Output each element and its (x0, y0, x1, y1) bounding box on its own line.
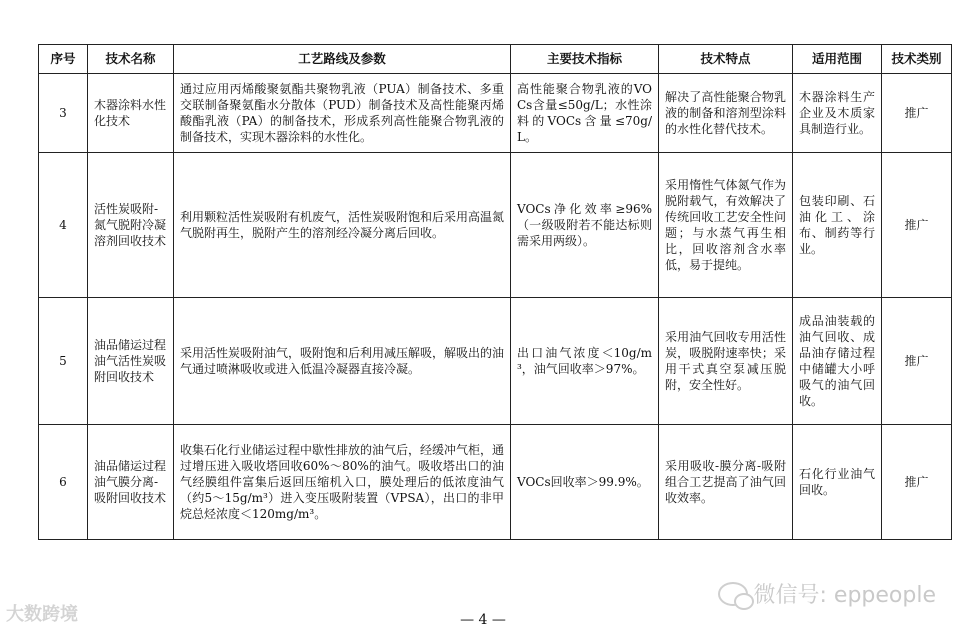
cell-scope: 成品油装载的油气回收、成品油存储过程中储罐大小呼吸气的油气回收。 (793, 298, 882, 425)
table-row (39, 74, 952, 153)
cell-no: 6 (39, 425, 88, 540)
cell-feature: 采用惰性气体氮气作为脱附载气，有效解决了传统回收工艺安全性问题；与水蒸气再生相比，回收溶剂含水率低，易于提纯。 (659, 153, 793, 298)
wechat-icon (718, 582, 748, 606)
cell-name: 油品储运过程油气活性炭吸附回收技术 (88, 298, 174, 425)
header-indicator: 主要技术指标 (511, 45, 659, 74)
cell-feature: 采用油气回收专用活性炭，吸脱附速率快；采用干式真空泵减压脱附，安全性好。 (659, 298, 793, 425)
cell-process: 利用颗粒活性炭吸附有机废气，活性炭吸附饱和后采用高温氮气脱附再生，脱附产生的溶剂经冷凝分离后回收。 (174, 153, 511, 298)
site-logo: 大数跨境 (6, 604, 78, 625)
header-process: 工艺路线及参数 (174, 45, 511, 74)
cell-process: 收集石化行业储运过程中歇性排放的油气后，经缓冲气柜，通过增压进入吸收塔回收60%～80%的油气。吸收塔出口的油气经膜组件富集后返回压缩机入口，膜处理后的低浓度油气（约5～15g/m³）进入变压吸附装置（VPSA），出口的非甲烷总烃浓度＜120mg/m³。 (174, 425, 511, 540)
cell-name: 木器涂料水性化技术 (88, 74, 174, 153)
table-row (39, 153, 952, 298)
header-scope: 适用范围 (793, 45, 882, 74)
cell-process: 通过应用丙烯酸聚氨酯共聚物乳液（PUA）制备技术、多重交联制备聚氨酯水分散体（PUD）制备技术及高性能聚丙烯酸酯乳液（PA）的制备技术，形成系列高性能聚合物乳液的制备技术，实现木器涂料的水性化。 (174, 74, 511, 153)
cell-category: 推广 (882, 425, 952, 540)
cell-category: 推广 (882, 153, 952, 298)
cell-no: 3 (39, 74, 88, 153)
cell-scope: 石化行业油气回收。 (793, 425, 882, 540)
cell-indicator: VOCs净化效率≥96%（一级吸附若不能达标则需采用两级）。 (511, 153, 659, 298)
cell-category: 推广 (882, 74, 952, 153)
cell-no: 4 (39, 153, 88, 298)
technology-table (38, 44, 952, 540)
cell-feature: 采用吸收-膜分离-吸附组合工艺提高了油气回收效率。 (659, 425, 793, 540)
header-name: 技术名称 (88, 45, 174, 74)
cell-no: 5 (39, 298, 88, 425)
table-row (39, 425, 952, 540)
cell-scope: 木器涂料生产企业及木质家具制造行业。 (793, 74, 882, 153)
cell-indicator: VOCs回收率＞99.9%。 (511, 425, 659, 540)
table-row (39, 298, 952, 425)
cell-process: 采用活性炭吸附油气，吸附饱和后利用减压解吸，解吸出的油气通过喷淋吸收或进入低温冷凝器直接冷凝。 (174, 298, 511, 425)
header-feature: 技术特点 (659, 45, 793, 74)
cell-feature: 解决了高性能聚合物乳液的制备和溶剂型涂料的水性化替代技术。 (659, 74, 793, 153)
cell-scope: 包装印刷、石油化工、涂布、制药等行业。 (793, 153, 882, 298)
cell-indicator: 高性能聚合物乳液的VOCs含量≤50g/L；水性涂料的VOCs含量≤70g/L。 (511, 74, 659, 153)
header-no: 序号 (39, 45, 88, 74)
cell-category: 推广 (882, 298, 952, 425)
cell-name: 活性炭吸附-氮气脱附冷凝溶剂回收技术 (88, 153, 174, 298)
page-number: — 4 — (460, 612, 506, 628)
cell-name: 油品储运过程油气膜分离-吸附回收技术 (88, 425, 174, 540)
table-header-row (39, 45, 952, 74)
watermark-text: 微信号: eppeople (753, 583, 936, 608)
header-category: 技术类别 (882, 45, 952, 74)
cell-indicator: 出口油气浓度＜10g/m³，油气回收率＞97%。 (511, 298, 659, 425)
wechat-watermark (718, 578, 936, 609)
